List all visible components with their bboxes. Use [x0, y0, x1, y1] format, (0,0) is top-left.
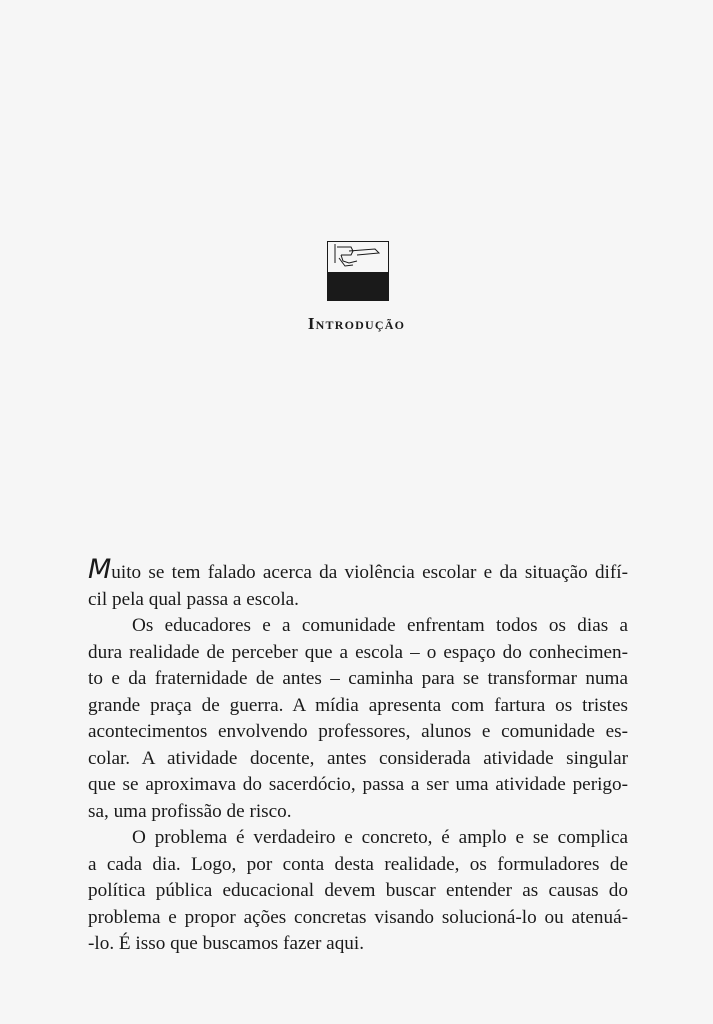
text-line: cil pela qual passa a escola.	[88, 588, 299, 610]
text-line: Muito se tem falado acerca da violência escolar e da situação difí-	[88, 554, 628, 585]
text-line: a cada dia. Logo, por conta desta realidade, os formuladores de	[88, 853, 628, 875]
text-line: colar. A atividade docente, antes considerada atividade singular	[88, 747, 628, 769]
text-line: dura realidade de perceber que a escola – o espaço do conhecimen-	[88, 641, 628, 663]
text-line: grande praça de guerra. A mídia apresenta com fartura os tristes	[88, 694, 628, 716]
text-line: to e da fraternidade de antes – caminha para se transformar numa	[88, 668, 628, 689]
paragraph-2	[88, 613, 628, 825]
body-text	[88, 554, 628, 958]
text-line: acontecimentos envolvendo professores, alunos e comunidade es-	[88, 721, 628, 742]
text-line: -lo. É isso que buscamos fazer aqui.	[88, 933, 365, 954]
text-line: problema e propor ações concretas visando solucioná-lo ou atenuá-	[88, 906, 628, 928]
text-line: que se aproximava do sacerdócio, passa a ser uma atividade perigo-	[88, 774, 628, 795]
text-line: política pública educacional devem buscar entender as causas do	[88, 880, 628, 901]
chapter-title: Introdução	[307, 314, 406, 333]
drop-cap: M	[88, 554, 112, 585]
book-hand-emblem-icon	[327, 241, 389, 301]
paragraph-1	[88, 554, 628, 613]
text-line: O problema é verdadeiro e concreto, é amplo e se complica	[132, 827, 628, 848]
text-line: Os educadores e a comunidade enfrentam todos os dias a	[132, 615, 628, 636]
paragraph-3	[88, 825, 628, 958]
text-line: sa, uma profissão de risco.	[88, 800, 292, 822]
